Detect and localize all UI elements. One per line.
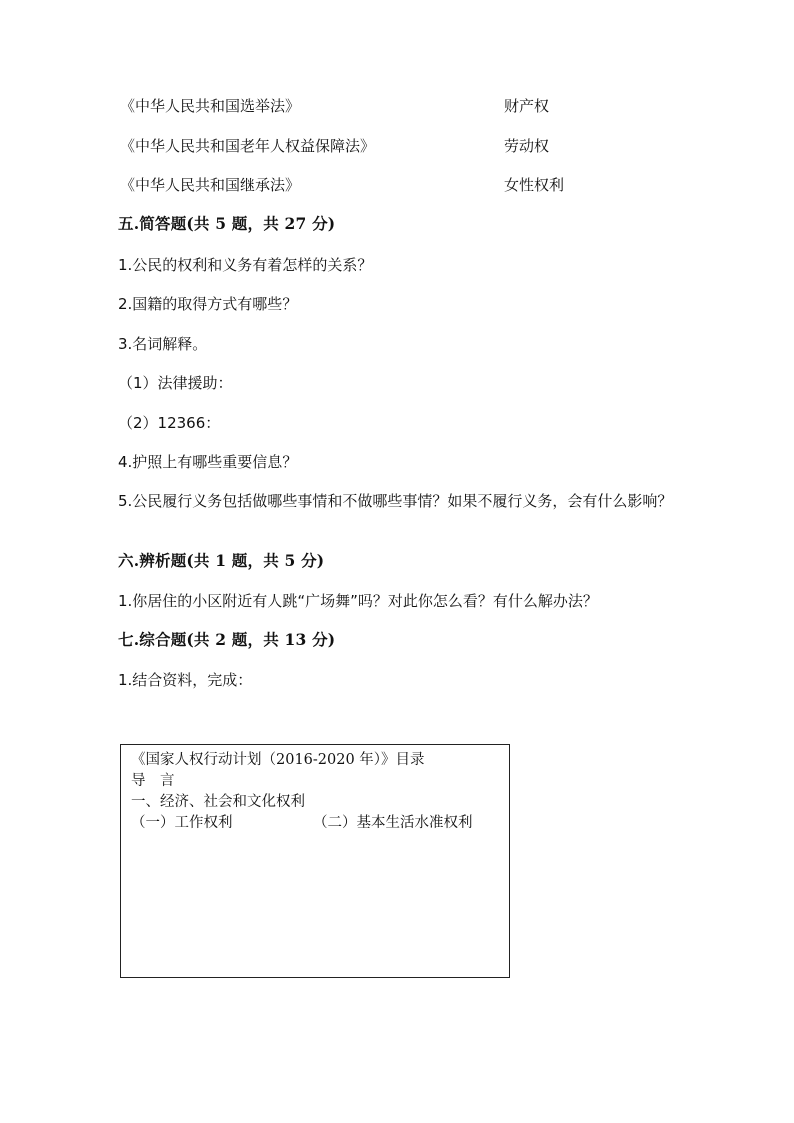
section-5-question-4: 4.护照上有哪些重要信息？: [118, 453, 298, 471]
matching-right-2: 劳动权: [504, 137, 550, 155]
section-7-question-1: 1.结合资料，完成：: [118, 671, 253, 689]
section-5-heading: 五.简答题(共 5 题，共 27 分): [118, 214, 336, 233]
matching-law-2: 《中华人民共和国老年人权益保障法》: [120, 137, 376, 155]
material-item-2: （二）基本生活水准权利: [313, 815, 473, 831]
section-7-heading: 七.综合题(共 2 题，共 13 分): [118, 630, 336, 649]
material-part-1: 一、经济、社会和文化权利: [131, 794, 305, 810]
section-5-question-5: 5.公民履行义务包括做哪些事情和不做哪些事情？如果不履行义务，会有什么影响？: [118, 492, 673, 510]
section-5-question-3: 3.名词解释。: [118, 335, 208, 353]
matching-right-1: 财产权: [504, 97, 550, 115]
material-title: 《国家人权行动计划（2016-2020 年）》目录: [131, 752, 425, 768]
material-box: [120, 744, 510, 978]
section-5-question-3-sub-2: （2）12366：: [118, 414, 221, 432]
material-intro: 导 言: [131, 773, 175, 789]
material-item-1: （一）工作权利: [131, 815, 233, 831]
section-6-question-1: 1.你居住的小区附近有人跳“广场舞”吗？对此你怎么看？有什么解办法？: [118, 592, 598, 610]
matching-law-1: 《中华人民共和国选举法》: [120, 97, 301, 115]
matching-right-3: 女性权利: [504, 176, 565, 194]
matching-law-3: 《中华人民共和国继承法》: [120, 176, 301, 194]
section-5-question-3-sub-1: （1）法律援助：: [118, 374, 233, 392]
section-5-question-2: 2.国籍的取得方式有哪些？: [118, 295, 298, 313]
section-5-question-1: 1.公民的权利和义务有着怎样的关系？: [118, 256, 373, 274]
section-6-heading: 六.辨析题(共 1 题，共 5 分): [118, 551, 325, 570]
